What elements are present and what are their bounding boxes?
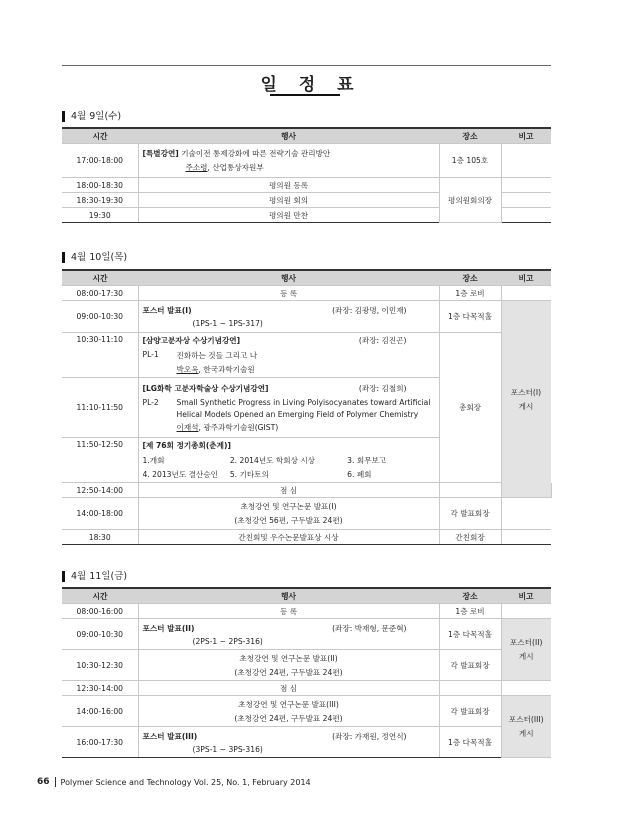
- journal-info: Polymer Science and Technology Vol. 25, No. 1, February 2014: [60, 777, 311, 787]
- speaker-org: , 한국과학기술원: [198, 365, 255, 374]
- speaker-org: , 산업통상자원부: [207, 163, 264, 172]
- row-note: [501, 619, 551, 681]
- row-time: 18:00-18:30: [62, 178, 138, 193]
- row-time: 19:30: [62, 208, 138, 223]
- day2-table: [62, 269, 551, 545]
- agenda-item: 6. 폐회: [347, 470, 372, 479]
- row-time: 09:00-10:30: [62, 619, 138, 650]
- table-row: [62, 681, 551, 696]
- session-line-2: (초청강연 24편, 구두발표 24편): [234, 667, 343, 677]
- row-place: 각 발표회장: [439, 696, 501, 727]
- table-row: [62, 696, 551, 727]
- table-row: [62, 727, 551, 758]
- session-line-1: 초청강연 및 연구논문 발표(II): [239, 653, 338, 663]
- table-row: [62, 301, 551, 333]
- row-place: 1층 다목적홀: [439, 727, 501, 758]
- table-row: [62, 650, 551, 681]
- row-time: 11:50-12:50: [62, 438, 138, 483]
- table-header: [62, 128, 551, 144]
- agenda-item: 5. 기타토의: [229, 470, 269, 479]
- day1-heading: 4월 9일(수): [62, 111, 121, 122]
- note-poster: 포스터(III): [508, 715, 544, 724]
- row-event: 간친회및 우수논문발표상 시상: [138, 530, 439, 545]
- row-time: 11:10-11:50: [62, 378, 138, 438]
- day3-table: [62, 587, 551, 758]
- row-place: 간친회장: [439, 530, 501, 545]
- col-event: 행사: [138, 588, 439, 604]
- lecture-talk: Small Synthetic Progress in Living Polyisocyanates toward Artificial: [176, 397, 431, 407]
- row-time: 08:00-17:30: [62, 286, 138, 301]
- row-event: [138, 498, 439, 530]
- row-time: 10:30-11:10: [62, 333, 138, 378]
- row-note: [501, 193, 551, 208]
- row-place: 총회장: [439, 333, 501, 483]
- note-poster-2: 게시: [518, 401, 534, 411]
- row-event: [138, 727, 439, 758]
- agenda-item: 1.개회: [142, 456, 165, 465]
- row-time: 12:50-14:00: [62, 483, 138, 498]
- row-event: [138, 333, 439, 378]
- table-row: [62, 333, 551, 378]
- session-line-1: 초청강연 및 연구논문 발표(III): [238, 699, 339, 709]
- row-place: 평의원회의장: [439, 178, 501, 223]
- day1-table: [62, 127, 551, 223]
- row-event: [138, 438, 439, 483]
- table-row: [62, 604, 551, 619]
- col-time: 시간: [62, 588, 138, 604]
- row-time: 17:00-18:00: [62, 144, 138, 178]
- row-place: [439, 483, 501, 498]
- row-event: 등 록: [138, 286, 439, 301]
- row-note: [501, 696, 551, 758]
- row-event: [138, 650, 439, 681]
- table-header: [62, 270, 551, 286]
- row-event: [138, 696, 439, 727]
- lecture-code: PL-1: [142, 350, 159, 359]
- page-number: 66: [37, 777, 56, 787]
- row-time: 14:00-16:00: [62, 696, 138, 727]
- row-event: 등 록: [138, 604, 439, 619]
- speaker-name: 이재석: [176, 422, 199, 432]
- chair: (좌장: 김진곤): [358, 336, 407, 345]
- row-note: [501, 604, 551, 619]
- table-row: [62, 483, 551, 498]
- title-underline: [270, 94, 340, 96]
- row-note: [501, 208, 551, 223]
- row-note: [501, 530, 551, 545]
- col-place: 장소: [439, 588, 501, 604]
- session-line-1: 초청강연 및 연구논문 발표(I): [240, 502, 337, 511]
- session-line-2: (초청강연 24편, 구두발표 24편): [234, 713, 343, 723]
- table-row: [62, 286, 551, 301]
- row-note: [501, 286, 551, 301]
- row-note: [501, 178, 551, 193]
- col-note: 비고: [501, 588, 551, 604]
- row-place: [439, 681, 501, 696]
- col-event: 행사: [138, 270, 439, 286]
- col-time: 시간: [62, 128, 138, 144]
- row-place: 1층 105호: [439, 144, 501, 178]
- row-event: 평의원 등록: [138, 178, 439, 193]
- chair: (좌장: 박재형, 문준혁): [332, 623, 407, 633]
- row-event: [138, 144, 439, 178]
- col-note: 비고: [501, 270, 551, 286]
- note-poster-2: 게시: [518, 729, 534, 738]
- col-time: 시간: [62, 270, 138, 286]
- lecture-title: [LG화학 고분자학술상 수상기념강연]: [142, 383, 269, 393]
- chair: (좌장: 가재원, 정연식): [332, 731, 407, 741]
- poster-title: 포스터 발표(II): [142, 623, 195, 633]
- poster-range: (1PS-1 ~ 1PS-317): [192, 319, 263, 328]
- session-line-2: (초청강연 56편, 구두발표 24편): [234, 516, 343, 525]
- row-event: [138, 301, 439, 333]
- meeting-title: [제 76회 정기총회(춘계)]: [142, 441, 231, 450]
- col-note: 비고: [501, 128, 551, 144]
- row-time: 12:30-14:00: [62, 681, 138, 696]
- lecture-talk: 진화하는 것들 그리고 나: [176, 351, 258, 360]
- row-time: 18:30-19:30: [62, 193, 138, 208]
- poster-title: 포스터 발표(III): [142, 731, 198, 741]
- row-note: [501, 498, 551, 530]
- table-row: [62, 144, 551, 178]
- row-event: 평의원 만찬: [138, 208, 439, 223]
- col-place: 장소: [439, 128, 501, 144]
- row-event: [138, 378, 439, 438]
- note-poster-2: 게시: [518, 652, 534, 661]
- poster-range: (2PS-1 ~ 2PS-316): [192, 636, 263, 646]
- speaker-org: , 광주과학기술원(GIST): [198, 422, 279, 432]
- row-time: 09:00-10:30: [62, 301, 138, 333]
- row-event: 점 심: [138, 483, 439, 498]
- agenda-item: 3. 회무보고: [347, 456, 387, 465]
- row-place: 1층 다목적홀: [439, 619, 501, 650]
- row-event: 점 심: [138, 681, 439, 696]
- agenda-item: 4. 2013년도 결산승인: [142, 470, 218, 479]
- row-time: 16:00-17:30: [62, 727, 138, 758]
- speaker-name: 박오옥: [176, 365, 199, 374]
- row-place: 1층 로비: [439, 286, 501, 301]
- row-note: [501, 301, 551, 498]
- note-poster: 포스터(II): [510, 638, 543, 647]
- col-event: 행사: [138, 128, 439, 144]
- day3-heading: 4월 11일(금): [62, 571, 127, 582]
- table-row: [62, 178, 551, 193]
- lecture-talk-2: Helical Models Opened an Emerging Field of Polymer Chemistry: [176, 409, 419, 419]
- row-place: 각 발표회장: [439, 650, 501, 681]
- row-time: 08:00-16:00: [62, 604, 138, 619]
- table-row: [62, 498, 551, 530]
- page-title: 일 정 표: [260, 75, 362, 95]
- note-poster: 포스터(I): [510, 387, 542, 397]
- chair: (좌장: 김철희): [358, 383, 407, 393]
- col-place: 장소: [439, 270, 501, 286]
- table-row: [62, 530, 551, 545]
- poster-range: (3PS-1 ~ 3PS-316): [192, 744, 263, 754]
- row-event: [138, 619, 439, 650]
- table-row: [62, 619, 551, 650]
- row-time: 14:00-18:00: [62, 498, 138, 530]
- row-place: 1층 다목적홀: [439, 301, 501, 333]
- top-rule: [62, 65, 551, 66]
- agenda-item: 2. 2014년도 학회상 시상: [229, 456, 315, 465]
- row-place: 각 발표회장: [439, 498, 501, 530]
- event-text: 기술이전 통제강화에 따른 전략기술 관리방안: [181, 149, 331, 158]
- row-place: 1층 로비: [439, 604, 501, 619]
- row-event: 평의원 회의: [138, 193, 439, 208]
- page-footer: [37, 777, 311, 787]
- event-tag: [특별강연]: [142, 149, 179, 158]
- row-time: 10:30-12:30: [62, 650, 138, 681]
- table-header: [62, 588, 551, 604]
- day2-heading: 4월 10일(목): [62, 252, 127, 263]
- row-note: [501, 681, 551, 696]
- lecture-code: PL-2: [142, 397, 159, 407]
- lecture-title: [삼양고분자상 수상기념강연]: [142, 336, 241, 345]
- row-time: 18:30: [62, 530, 138, 545]
- chair: (좌장: 김광명, 이민재): [332, 306, 407, 315]
- speaker-name: 주소령: [185, 163, 208, 172]
- poster-title: 포스터 발표(I): [142, 306, 192, 315]
- row-note: [501, 144, 551, 178]
